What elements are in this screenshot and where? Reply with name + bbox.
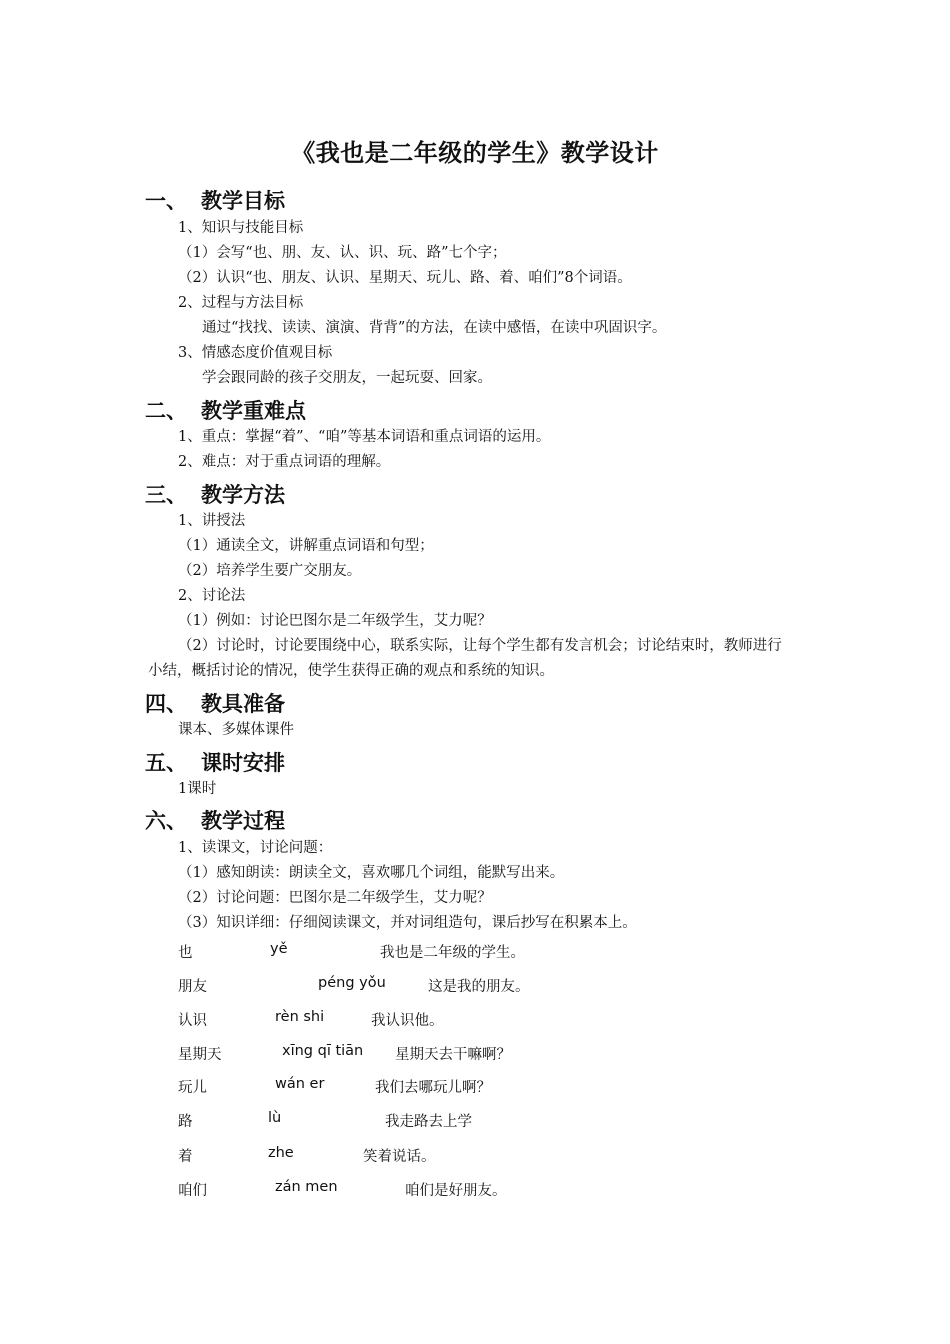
hours-text: 1课时 xyxy=(178,781,217,797)
goal-2a: 通过“找找、读读、演演、背背”的方法，在读中感悟，在读中巩固识字。 xyxy=(202,320,667,336)
vocab-sentence: 我走路去上学 xyxy=(385,1114,472,1130)
tools-text: 课本、多媒体课件 xyxy=(178,722,294,738)
vocab-sentence: 我也是二年级的学生。 xyxy=(380,945,525,961)
process-1a: （1）感知朗读：朗读全文，喜欢哪几个词组，能默写出来。 xyxy=(178,865,565,881)
method-1b: （2）培养学生要广交朋友。 xyxy=(178,563,362,579)
goal-3: 3、情感态度价值观目标 xyxy=(178,345,333,361)
vocab-sentence: 我们去哪玩儿啊？ xyxy=(375,1080,491,1096)
section-heading-5 xyxy=(145,747,285,777)
keypoint-2: 2、难点：对于重点词语的理解。 xyxy=(178,454,391,470)
section-number: 五、 xyxy=(145,751,187,775)
vocab-row xyxy=(178,1145,778,1167)
vocab-word: 玩儿 xyxy=(178,1080,207,1096)
goal-1b: （2）认识“也、朋友、认识、星期天、玩儿、路、着、咱们”8个词语。 xyxy=(178,270,632,286)
process-1b: （2）讨论问题：巴图尔是二年级学生，艾力呢？ xyxy=(178,890,492,906)
vocab-pinyin: zhe xyxy=(268,1145,294,1161)
section-number: 三、 xyxy=(145,483,187,507)
method-2b: （2）讨论时，讨论要围绕中心，联系实际，让每个学生都有发言机会；讨论结束时，教师进行小结，概括讨论的情况，使学生获得正确的观点和系统的知识。 xyxy=(148,638,782,679)
section-heading-2 xyxy=(145,395,306,425)
goal-3a: 学会跟同龄的孩子交朋友，一起玩耍、回家。 xyxy=(202,370,492,386)
vocab-word: 星期天 xyxy=(178,1047,222,1063)
vocab-word: 咱们 xyxy=(178,1183,207,1199)
vocab-row xyxy=(178,1076,778,1098)
section-number: 二、 xyxy=(145,399,187,423)
goal-1a: （1）会写“也、朋、友、认、识、玩、路”七个字； xyxy=(178,245,507,261)
section-heading-6 xyxy=(145,805,285,835)
vocab-word: 着 xyxy=(178,1149,193,1165)
goal-1: 1、知识与技能目标 xyxy=(178,220,304,236)
section-number: 一、 xyxy=(145,189,187,213)
section-title: 教具准备 xyxy=(201,692,285,716)
method-2a: （1）例如：讨论巴图尔是二年级学生，艾力呢？ xyxy=(178,613,492,629)
vocab-word: 朋友 xyxy=(178,979,207,995)
document-title: 《我也是二年级的学生》教学设计 xyxy=(291,139,659,167)
vocab-pinyin: yě xyxy=(270,941,288,957)
section-heading-4 xyxy=(145,688,285,718)
method-1: 1、讲授法 xyxy=(178,513,246,529)
vocab-row xyxy=(178,1043,778,1065)
section-title: 课时安排 xyxy=(201,751,285,775)
section-number: 六、 xyxy=(145,809,187,833)
vocab-word: 也 xyxy=(178,945,193,961)
vocab-pinyin: péng yǒu xyxy=(318,975,386,991)
method-1a: （1）通读全文，讲解重点词语和句型； xyxy=(178,538,434,554)
section-title: 教学重难点 xyxy=(201,399,306,423)
vocab-sentence: 咱们是好朋友。 xyxy=(405,1183,507,1199)
vocab-pinyin: rèn shi xyxy=(275,1009,325,1025)
vocab-row xyxy=(178,941,778,963)
vocab-row xyxy=(178,1009,778,1031)
section-heading-3 xyxy=(145,479,285,509)
vocab-word: 路 xyxy=(178,1114,193,1130)
method-2: 2、讨论法 xyxy=(178,588,246,604)
vocab-row xyxy=(178,1110,778,1132)
vocab-sentence: 我认识他。 xyxy=(371,1013,444,1029)
section-number: 四、 xyxy=(145,692,187,716)
vocab-pinyin: zán men xyxy=(275,1179,338,1195)
goal-2: 2、过程与方法目标 xyxy=(178,295,304,311)
keypoint-1: 1、重点：掌握“着”、“咱”等基本词语和重点词语的运用。 xyxy=(178,429,551,445)
vocab-sentence: 星期天去干嘛啊？ xyxy=(395,1047,511,1063)
section-title: 教学方法 xyxy=(201,483,285,507)
vocab-word: 认识 xyxy=(178,1013,207,1029)
section-heading-1 xyxy=(145,185,285,215)
vocab-row xyxy=(178,975,778,997)
vocab-sentence: 笑着说话。 xyxy=(363,1149,436,1165)
vocab-row xyxy=(178,1179,778,1201)
vocab-sentence: 这是我的朋友。 xyxy=(428,979,530,995)
section-title: 教学过程 xyxy=(201,809,285,833)
vocab-pinyin: xīng qī tiān xyxy=(282,1043,364,1059)
vocab-pinyin: wán er xyxy=(275,1076,325,1092)
section-title: 教学目标 xyxy=(201,189,285,213)
process-1c: （3）知识详细：仔细阅读课文，并对词组造句，课后抄写在积累本上。 xyxy=(178,915,637,931)
vocab-pinyin: lù xyxy=(268,1110,282,1126)
process-1: 1、读课文，讨论问题： xyxy=(178,840,333,856)
